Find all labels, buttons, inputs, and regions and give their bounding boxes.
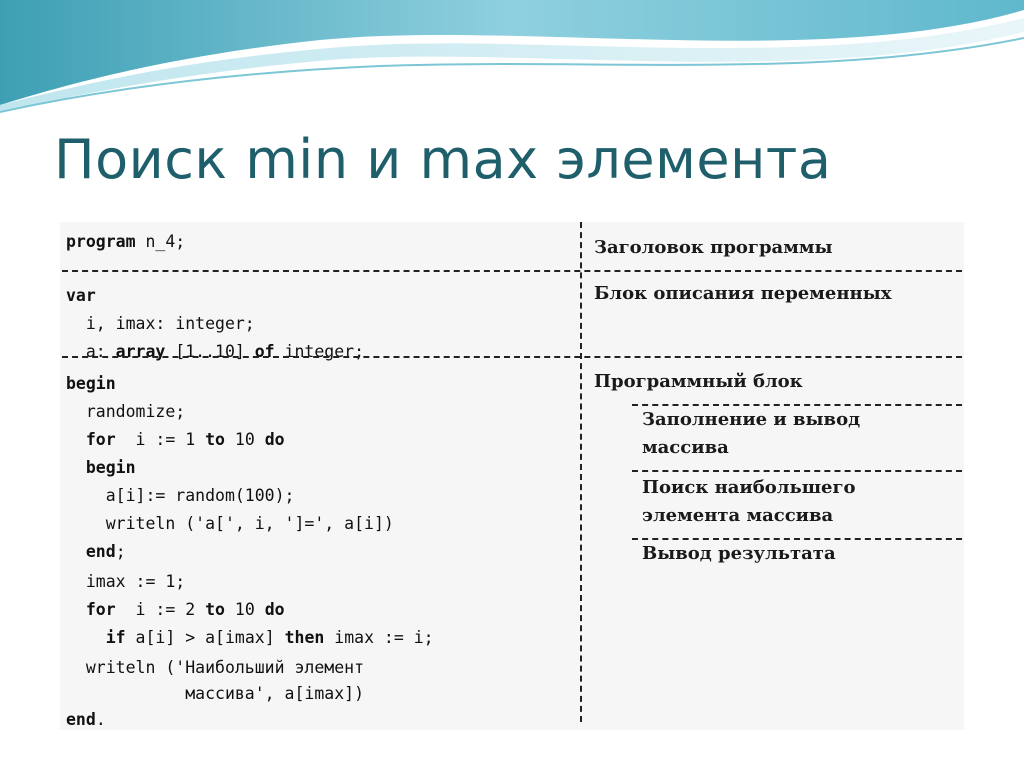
code-text	[66, 458, 86, 477]
code-text: [1..10]	[165, 342, 255, 361]
code-line	[66, 314, 255, 334]
code-text	[66, 542, 86, 561]
code-keyword: then	[284, 628, 325, 647]
code-keyword: for	[85, 430, 116, 449]
code-text: массива', a[imax])	[66, 684, 365, 703]
code-text: 10	[224, 600, 265, 619]
code-text: imax := 1;	[66, 572, 186, 591]
code-line	[66, 430, 285, 450]
code-line	[66, 684, 364, 704]
annotation-output: Вывод результата	[642, 543, 836, 564]
separator-search	[632, 470, 962, 472]
code-keyword: var	[66, 286, 96, 305]
annotation-search-line1: Поиск наибольшего	[642, 477, 856, 498]
code-text: ;	[115, 542, 126, 561]
code-keyword: program	[66, 232, 136, 251]
code-line	[66, 542, 126, 562]
code-line	[66, 486, 294, 506]
code-text	[66, 600, 86, 619]
separator-vars	[62, 356, 962, 358]
code-text: a[i]:= random(100);	[66, 486, 295, 505]
annotation-vars: Блок описания переменных	[594, 283, 892, 304]
annotation-search-line2: элемента массива	[642, 505, 834, 526]
code-line	[66, 374, 116, 394]
code-text: i, imax: integer;	[66, 314, 255, 333]
code-line	[66, 458, 136, 478]
code-line	[66, 710, 106, 730]
annotation-header: Заголовок программы	[594, 237, 833, 258]
code-line	[66, 514, 394, 534]
code-keyword: do	[264, 600, 285, 619]
code-line	[66, 572, 185, 592]
code-text: n_4;	[135, 232, 186, 251]
code-keyword: array	[115, 342, 166, 361]
page-title: Поиск min и max элемента	[54, 128, 832, 191]
code-line	[66, 342, 364, 362]
code-line	[66, 402, 185, 422]
code-text: i := 1	[115, 430, 206, 449]
code-keyword: begin	[85, 458, 136, 477]
code-line	[66, 286, 96, 306]
code-line	[66, 232, 185, 252]
column-divider	[580, 222, 582, 722]
code-keyword: of	[254, 342, 275, 361]
code-text: integer;	[274, 342, 365, 361]
annotation-program-block: Программный блок	[594, 371, 803, 392]
code-keyword: do	[264, 430, 285, 449]
code-text: 10	[224, 430, 265, 449]
code-text	[66, 430, 86, 449]
annotation-fill-line2: массива	[642, 437, 729, 458]
code-text: randomize;	[66, 402, 186, 421]
separator-header	[62, 270, 962, 272]
code-text: a[i] > a[imax]	[125, 628, 285, 647]
code-keyword: begin	[66, 374, 116, 393]
code-line	[66, 628, 434, 648]
code-keyword: end	[66, 710, 96, 729]
code-text: i := 2	[115, 600, 206, 619]
code-text: .	[95, 710, 106, 729]
code-line	[66, 600, 285, 620]
code-text: a:	[66, 342, 116, 361]
code-keyword: to	[205, 430, 225, 449]
code-text: writeln ('Наибольший элемент	[66, 658, 365, 677]
decorative-wave-header	[0, 0, 1024, 120]
code-text: imax := i;	[324, 628, 434, 647]
code-keyword: if	[105, 628, 126, 647]
code-structure-figure	[60, 222, 964, 730]
code-keyword: end	[85, 542, 116, 561]
code-line	[66, 658, 364, 678]
code-text	[66, 628, 106, 647]
code-text: writeln ('a[', i, ']=', a[i])	[66, 514, 394, 533]
code-keyword: to	[205, 600, 225, 619]
code-keyword: for	[85, 600, 116, 619]
annotation-fill-line1: Заполнение и вывод	[642, 409, 861, 430]
